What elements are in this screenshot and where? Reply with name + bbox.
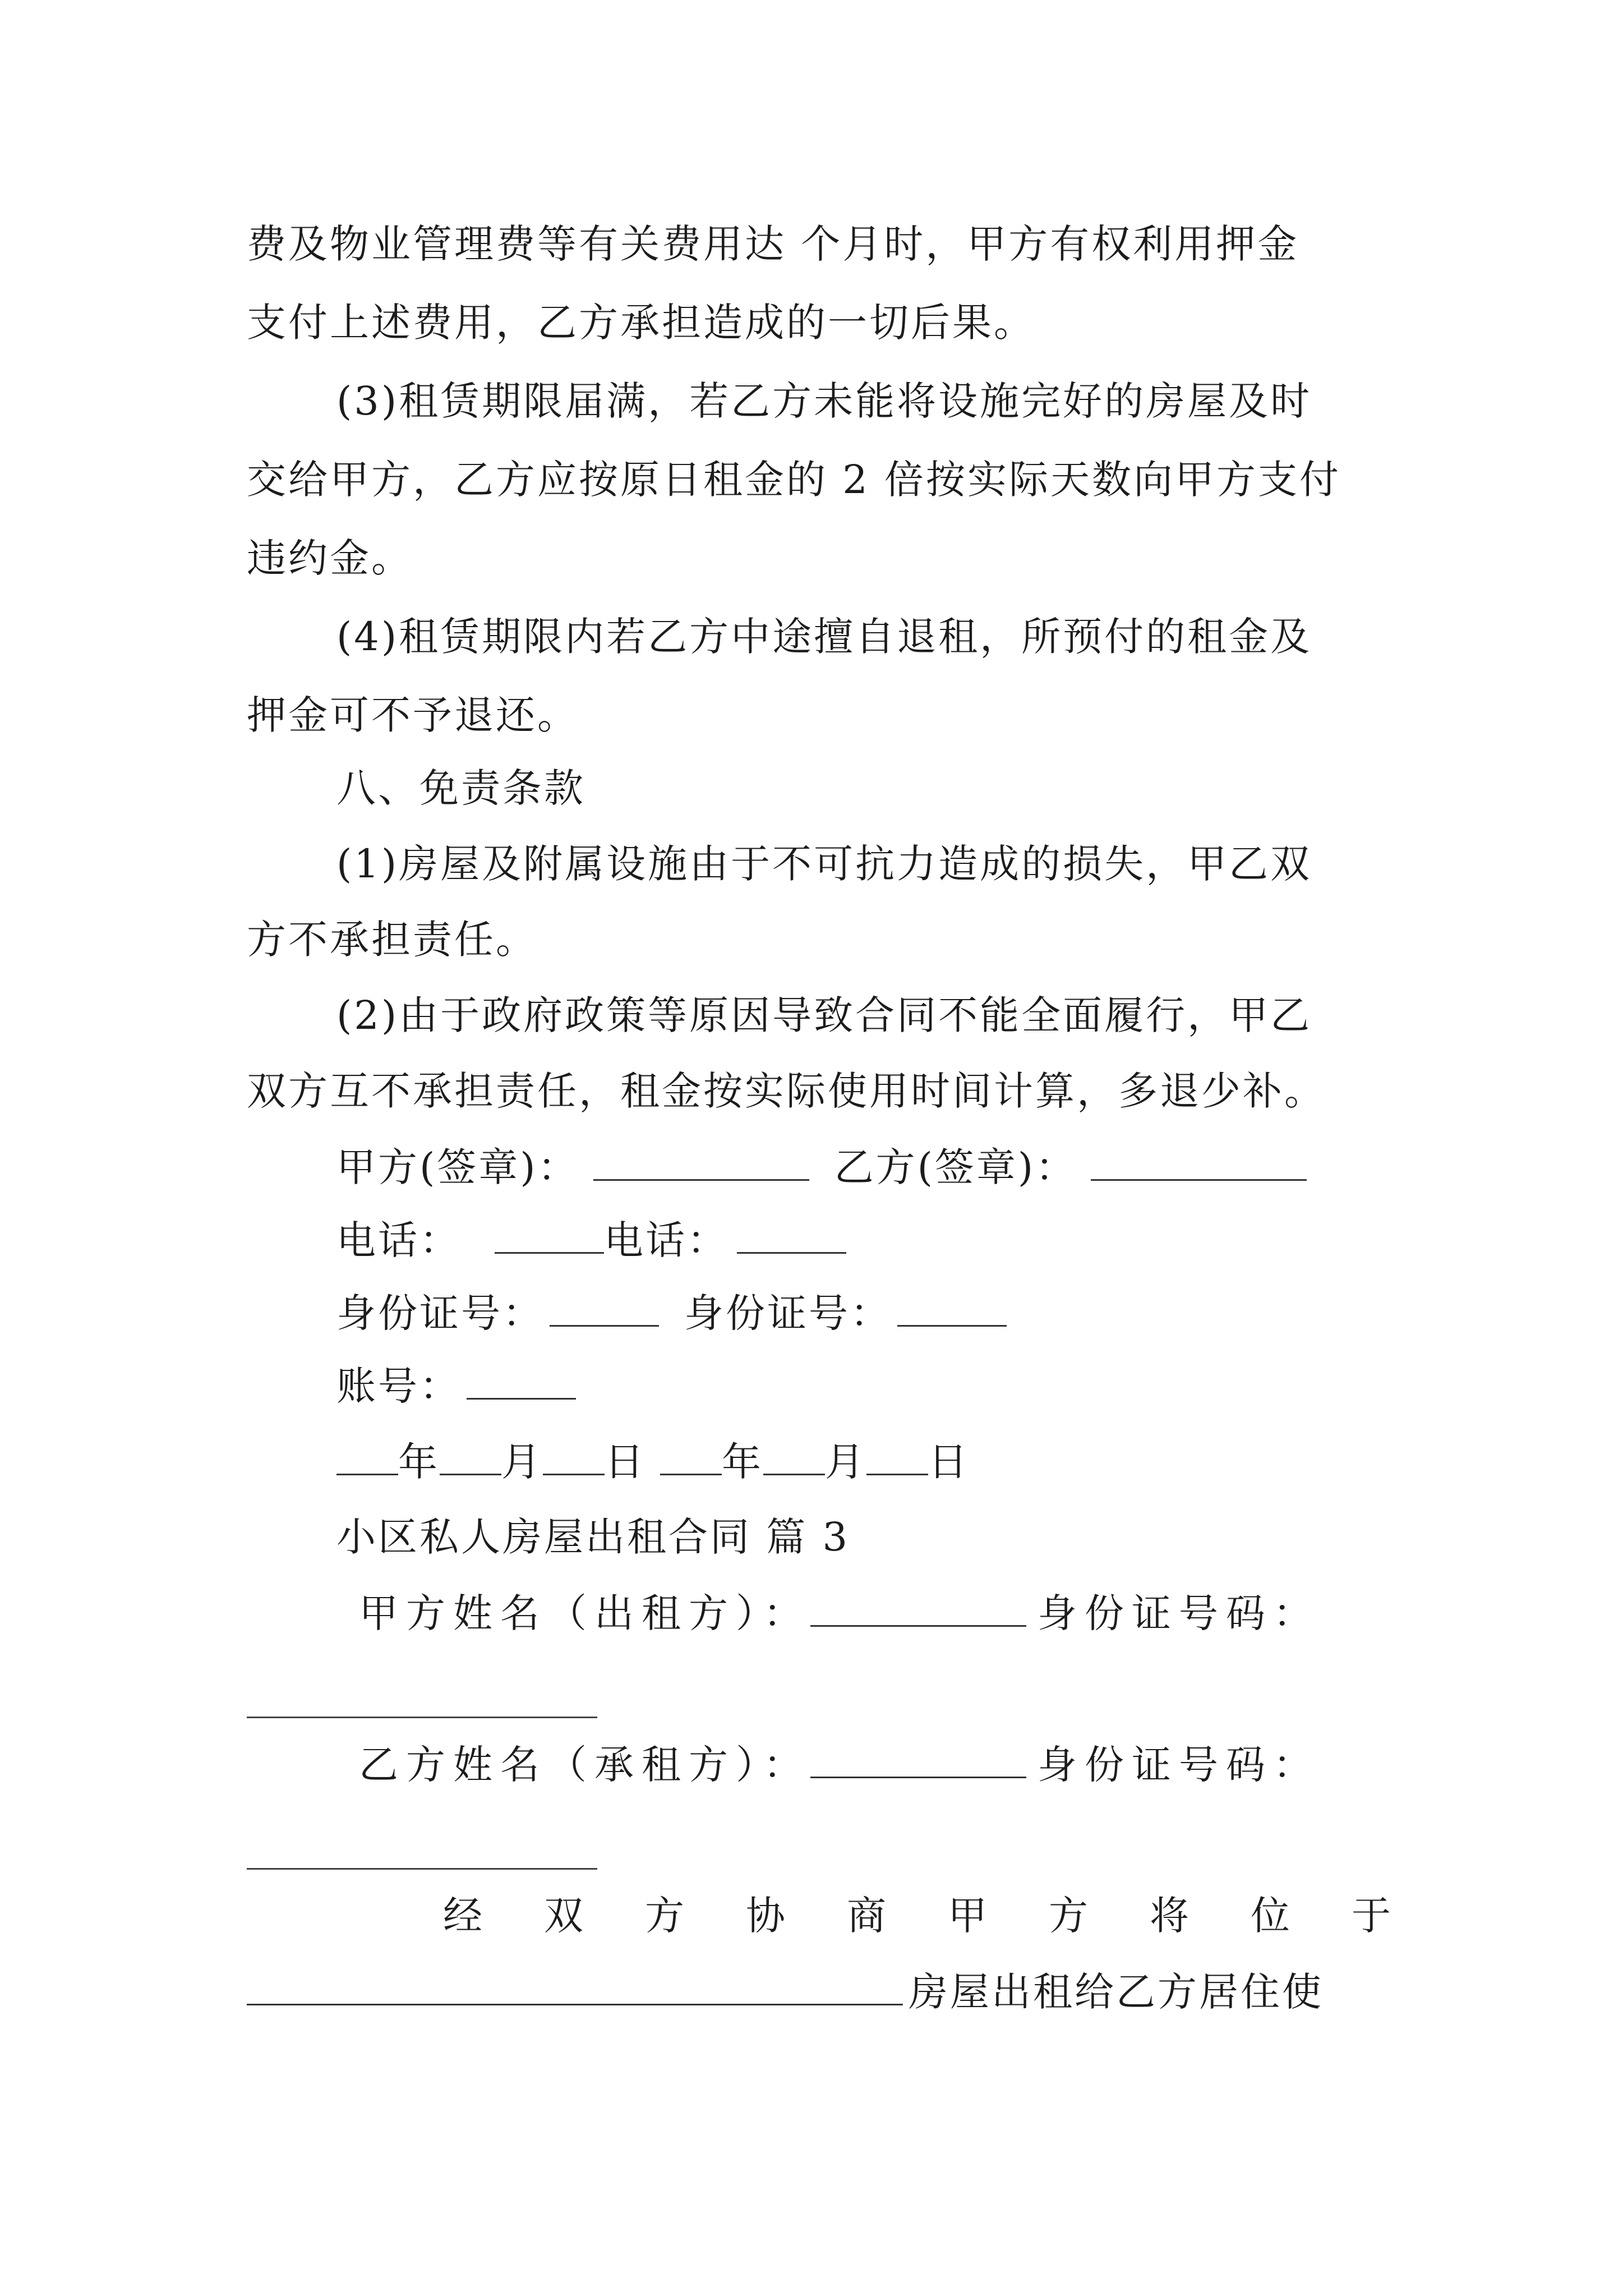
section-title: 小区私人房屋出租合同 篇 3 [336,1514,850,1560]
party-a-name-row [359,1585,1391,1641]
month-blank-2[interactable] [763,1433,825,1475]
day-blank-2[interactable] [866,1433,928,1475]
party-b-name-row [359,1736,1391,1792]
id-a-blank[interactable] [550,1285,659,1327]
day-blank[interactable] [543,1433,605,1475]
phone-row [336,1212,1391,1268]
phone-b-label: 电话： [604,1217,728,1263]
account-blank[interactable] [467,1358,576,1400]
year-blank-2[interactable] [660,1433,722,1475]
account-row [336,1358,1391,1414]
month-label-2: 月 [825,1439,866,1485]
id-number-b-blank[interactable] [247,1868,597,1870]
paragraph-line: 费及物业管理费等有关费用达 个月时，甲方有权利用押金 [247,221,1299,267]
consult-char: 商 [847,1893,886,1939]
phone-a-label: 电话： [336,1217,461,1263]
account-label: 账号： [336,1363,461,1409]
day-label-2: 日 [928,1439,970,1485]
address-row [247,1963,1391,2019]
year-label: 年 [398,1439,440,1485]
id-a-label: 身份证号： [336,1290,544,1336]
party-b-seal-label: 乙方(签章)： [834,1144,1077,1190]
paragraph-line: 违约金。 [247,535,413,581]
party-b-name-label: 乙方姓名（承租方）： [359,1742,810,1788]
consult-char: 协 [746,1893,785,1939]
year-blank[interactable] [336,1433,398,1475]
consult-char: 将 [1150,1893,1189,1939]
phone-a-blank[interactable] [495,1212,604,1254]
consult-char: 位 [1251,1893,1290,1939]
consult-char: 方 [1049,1893,1088,1939]
party-b-name-blank[interactable] [810,1736,1026,1778]
paragraph-line: 双方互不承担责任，租金按实际使用时间计算，多退少补。 [247,1068,1326,1114]
id-number-a-blank[interactable] [247,1717,597,1718]
party-a-name-blank[interactable] [810,1585,1026,1627]
section-heading: 八、免责条款 [336,765,585,811]
id-number-a-label: 身份证号码： [1038,1590,1320,1636]
paragraph-line: 交给甲方，乙方应按原日租金的 2 倍按实际天数向甲方支付 [247,457,1341,503]
consult-char: 甲 [948,1893,987,1939]
consult-char: 双 [544,1893,583,1939]
rent-to-text: 房屋出租给乙方居住使 [909,1969,1324,2015]
paragraph-line: 方不承担责任。 [247,917,537,963]
party-b-seal-blank[interactable] [1091,1139,1307,1181]
clause-4-line: (4)租赁期限内若乙方中途擅自退租，所预付的租金及 [336,614,1312,660]
paragraph-line: 押金可不予退还。 [247,692,579,738]
id-row [336,1285,1391,1341]
party-a-name-label: 甲方姓名（出租方）： [359,1590,810,1636]
id-b-blank[interactable] [897,1285,1007,1327]
id-b-label: 身份证号： [684,1290,892,1336]
month-blank[interactable] [440,1433,501,1475]
month-label: 月 [501,1439,543,1485]
id-number-b-label: 身份证号码： [1038,1742,1320,1788]
consult-line [443,1888,1391,1944]
party-a-seal-blank[interactable] [593,1139,809,1181]
clause-1-line: (1)房屋及附属设施由于不可抗力造成的损失，甲乙双 [336,841,1312,887]
party-a-seal-label: 甲方(签章)： [336,1144,579,1190]
phone-b-blank[interactable] [737,1212,846,1254]
signature-row [336,1139,1391,1195]
address-blank[interactable] [247,1963,903,2005]
day-label: 日 [605,1439,646,1485]
consult-char: 于 [1352,1893,1391,1939]
clause-2-line: (2)由于政府政策等原因导致合同不能全面履行，甲乙 [336,992,1312,1038]
consult-char: 经 [443,1893,482,1939]
paragraph-line: 支付上述费用，乙方承担造成的一切后果。 [247,300,1035,346]
date-row [336,1433,1391,1489]
consult-char: 方 [645,1893,684,1939]
clause-3-line: (3)租赁期限届满，若乙方未能将设施完好的房屋及时 [336,378,1312,424]
year-label-2: 年 [722,1439,763,1485]
